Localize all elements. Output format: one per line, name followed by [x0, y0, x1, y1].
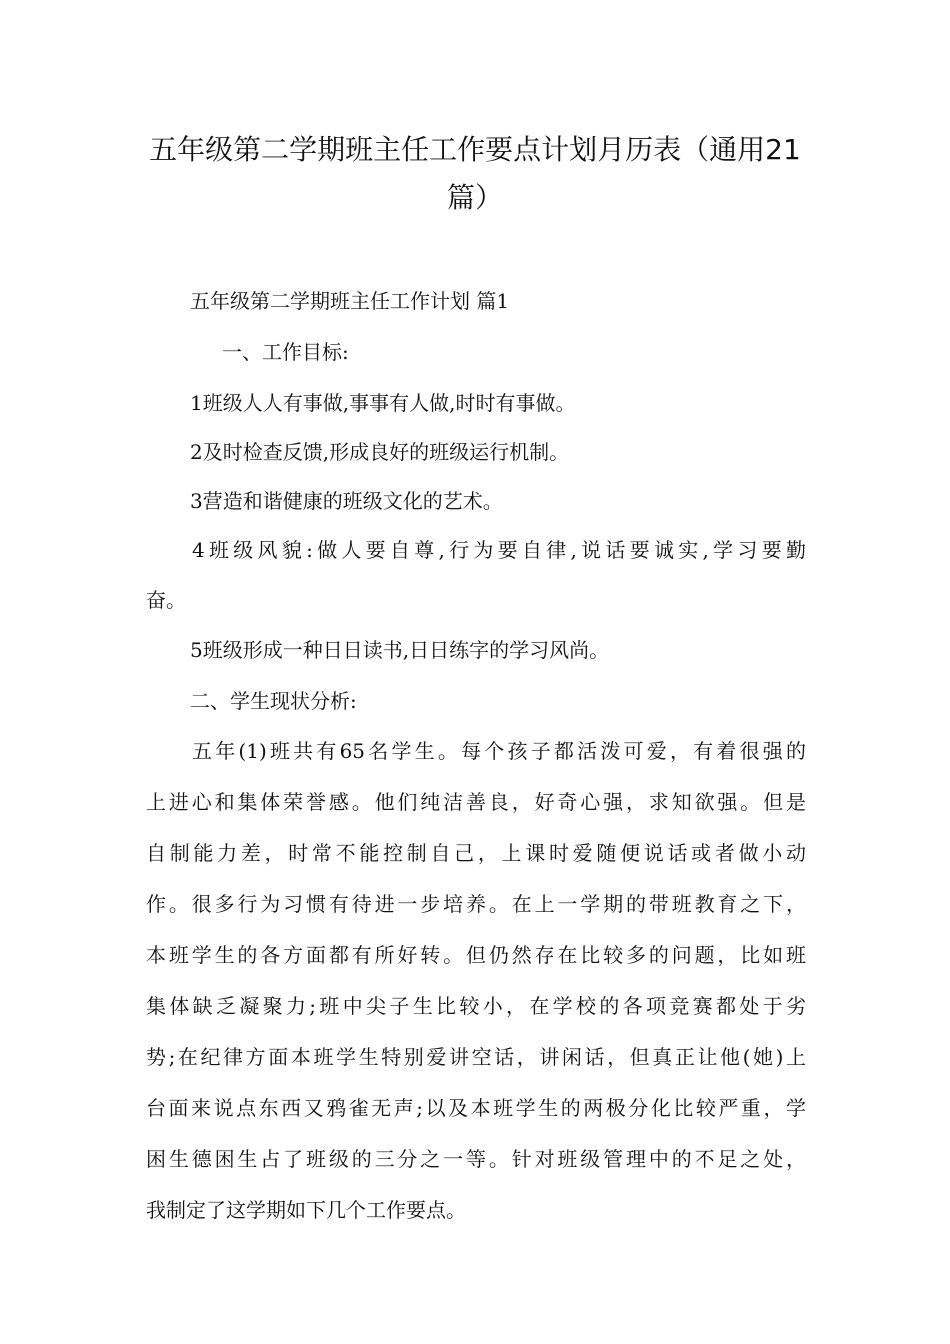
analysis-line-2: 上进心和集体荣誉感。他们纯洁善良，好奇心强，求知欲强。但是 [146, 790, 806, 814]
goal-item-4-line-1: 4班级风貌:做人要自尊,行为要自律,说话要诚实,学习要勤 [192, 538, 806, 562]
analysis-line-7: 势;在纪律方面本班学生特别爱讲空话，讲闲话，但真正让他(她)上 [146, 1045, 806, 1069]
title-line-2: 篇） [446, 181, 503, 214]
analysis-line-4: 作。很多行为习惯有待进一步培养。在上一学期的带班教育之下， [146, 892, 806, 916]
analysis-line-10: 我制定了这学期如下几个工作要点。 [146, 1198, 466, 1222]
analysis-heading: 二、学生现状分析: [190, 689, 357, 713]
section-heading: 五年级第二学期班主任工作计划 篇1 [190, 289, 510, 313]
title-line-1: 五年级第二学期班主任工作要点计划月历表（通用21 [149, 133, 801, 166]
goal-item-3: 3营造和谐健康的班级文化的艺术。 [190, 489, 503, 513]
analysis-line-9: 困生德困生占了班级的三分之一等。针对班级管理中的不足之处， [146, 1147, 806, 1171]
goal-item-2: 2及时检查反馈,形成良好的班级运行机制。 [190, 440, 570, 464]
document-title [140, 126, 810, 222]
analysis-line-5: 本班学生的各方面都有所好转。但仍然存在比较多的问题，比如班 [146, 943, 806, 967]
goal-item-5: 5班级形成一种日日读书,日日练字的学习风尚。 [190, 638, 610, 662]
goals-heading: 一、工作目标: [222, 340, 349, 364]
analysis-line-1: 五年(1)班共有65名学生。每个孩子都活泼可爱，有着很强的 [192, 739, 806, 763]
analysis-line-3: 自制能力差，时常不能控制自己，上课时爱随便说话或者做小动 [146, 841, 806, 865]
analysis-line-6: 集体缺乏凝聚力;班中尖子生比较小，在学校的各项竞赛都处于劣 [146, 994, 806, 1018]
goal-item-4-line-2: 奋。 [146, 588, 186, 612]
analysis-line-8: 台面来说点东西又鸦雀无声;以及本班学生的两极分化比较严重，学 [146, 1096, 806, 1120]
goal-item-1: 1班级人人有事做,事事有人做,时时有事做。 [190, 391, 576, 415]
